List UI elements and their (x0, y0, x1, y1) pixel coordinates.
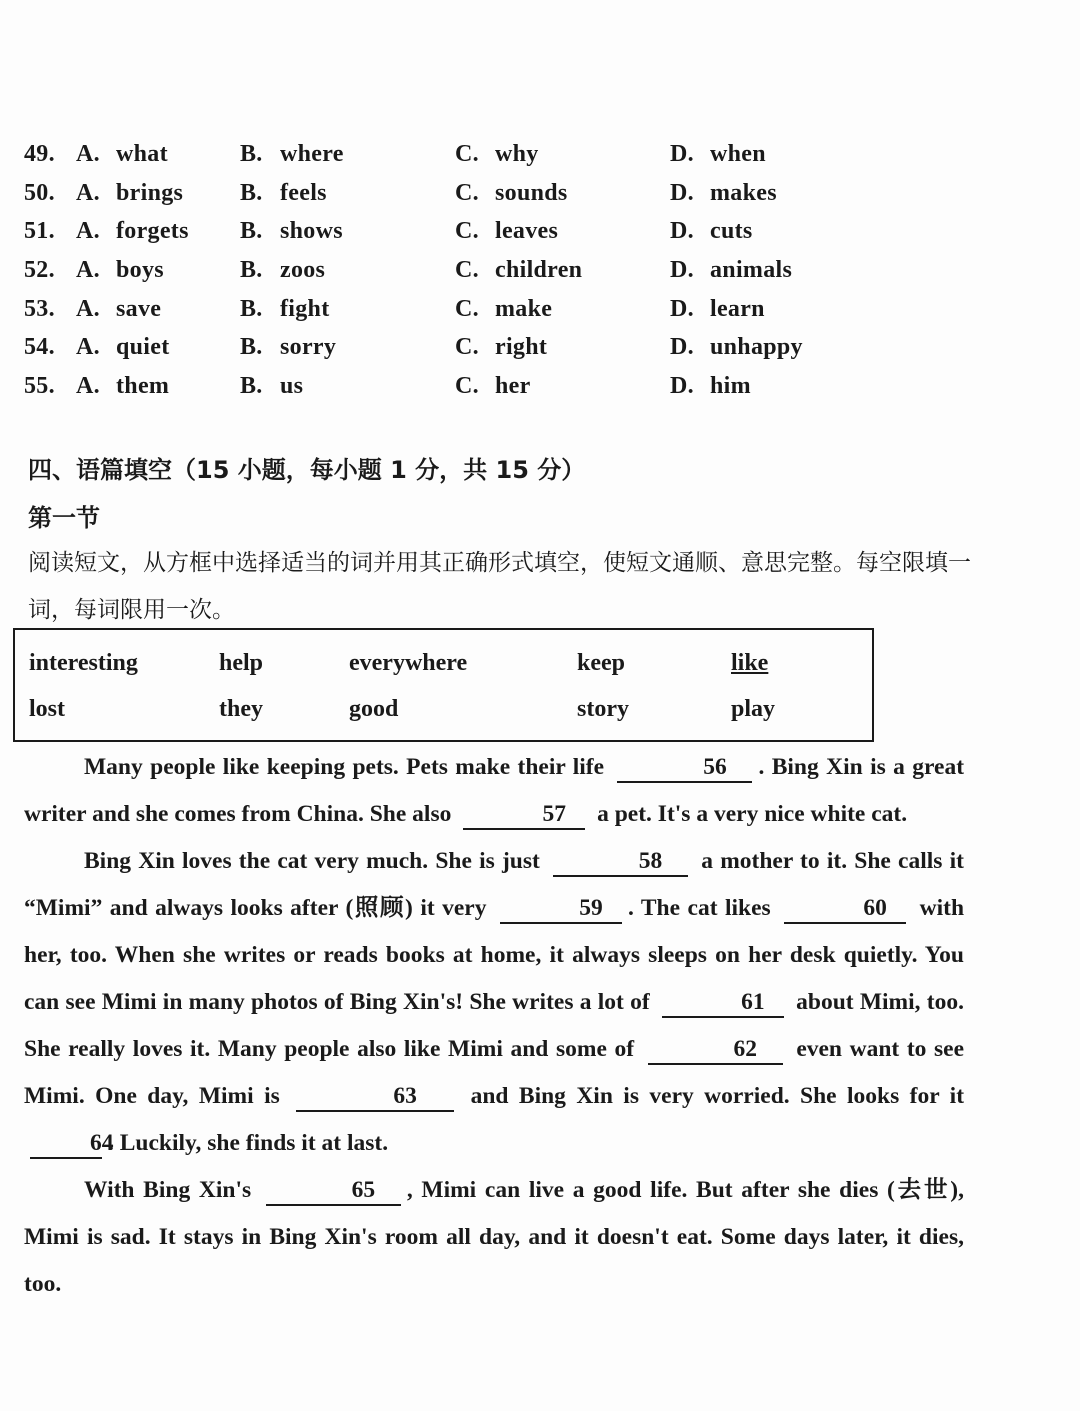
option-c: C. make (455, 295, 553, 322)
word-option: lost (29, 696, 65, 722)
option-b: B. where (240, 141, 344, 167)
paragraph-1: Many people like keeping pets. Pets make their life 56 . Bing Xin is a great writer and she comes from China. She also 57 a pet. It's a very nice white cat. (24, 744, 964, 838)
blank-58[interactable]: 58 (553, 847, 688, 877)
option-a: A. brings (76, 179, 184, 206)
option-a: A. them (76, 373, 170, 400)
option-b: B. fight (240, 295, 330, 322)
option-c: C. her (455, 373, 531, 400)
question-number: 51. (24, 218, 55, 245)
option-d: D. makes (670, 179, 777, 206)
word-option: like (731, 650, 769, 676)
blank-61[interactable]: 61 (662, 988, 784, 1018)
option-b: B. sorry (240, 334, 337, 361)
paragraph-2: Bing Xin loves the cat very much. She is just 58 a mother to it. She calls it “Mimi” and always looks after (照顾) it very 59 . The cat likes 60 with her, too. When she writes or reads books at home, it always sleeps on her desk quietly. You can see Mimi in many photos of Bing Xin's! She writes a lot of 61 about Mimi, too. She really loves it. Many people also like Mimi and some of 62 even want to see Mimi. One day, Mimi is 63 and Bing Xin is very worried. She looks for it 64. Luckily, she finds it at last. (24, 838, 964, 1167)
blank-60[interactable]: 60 (784, 894, 906, 924)
word-option: help (219, 650, 264, 676)
option-d: D. when (670, 141, 766, 167)
multiple-choice-options (24, 135, 884, 406)
blank-65[interactable]: 65 (266, 1176, 401, 1206)
option-d: D. cuts (670, 218, 753, 245)
choice-row-55 (24, 367, 884, 406)
choice-row-50 (24, 174, 884, 213)
instructions: 阅读短文，从方框中选择适当的词并用其正确形式填空，使短文通顺、意思完整。每空限填一词，每词限用一次。 (28, 550, 971, 623)
option-c: C. children (455, 257, 583, 284)
blank-59[interactable]: 59 (500, 894, 622, 924)
paragraph-3: With Bing Xin's 65 , Mimi can live a good life. But after she dies (去世), Mimi is sad. It stays in Bing Xin's room all day, and it doesn't eat. Some days later, it dies, too. (24, 1177, 964, 1297)
question-number: 55. (24, 373, 55, 400)
option-d: D. learn (670, 295, 765, 322)
word-option: they (219, 696, 263, 722)
option-c: C. sounds (455, 179, 568, 206)
option-d: D. unhappy (670, 334, 803, 361)
question-number: 52. (24, 257, 55, 284)
word-box (13, 628, 874, 742)
option-c: C. right (455, 334, 548, 361)
option-b: B. zoos (240, 257, 326, 284)
blank-63[interactable]: 63 (296, 1082, 454, 1112)
option-b: B. shows (240, 218, 343, 245)
question-number: 54. (24, 334, 55, 361)
passage (24, 744, 964, 1308)
option-a: A. what (76, 141, 168, 167)
choice-row-49 (24, 135, 884, 174)
option-b: B. feels (240, 179, 327, 206)
word-option: good (349, 696, 399, 722)
blank-56[interactable]: 56 (617, 753, 752, 783)
option-c: C. why (455, 141, 539, 167)
section-subtitle: 第一节 (28, 504, 100, 532)
option-b: B. us (240, 373, 304, 400)
option-a: A. save (76, 295, 162, 322)
word-option: keep (577, 650, 625, 676)
blank-62[interactable]: 62 (648, 1035, 783, 1065)
option-d: D. animals (670, 257, 793, 284)
word-option: everywhere (349, 650, 468, 676)
blank-64[interactable]: 64 (30, 1129, 102, 1159)
word-option: play (731, 696, 776, 722)
option-c: C. leaves (455, 218, 559, 245)
choice-row-52 (24, 251, 884, 290)
choice-row-51 (24, 212, 884, 251)
section-title: 四、语篇填空（15 小题，每小题 1 分，共 15 分） (28, 456, 586, 484)
choice-row-53 (24, 290, 884, 329)
word-option: interesting (29, 650, 138, 676)
option-a: A. quiet (76, 334, 170, 361)
question-number: 53. (24, 295, 55, 322)
option-a: A. forgets (76, 218, 189, 245)
blank-57[interactable]: 57 (463, 800, 585, 830)
question-number: 50. (24, 179, 55, 206)
option-a: A. boys (76, 257, 164, 284)
question-number: 49. (24, 141, 55, 167)
choice-row-54 (24, 328, 884, 367)
word-option: story (577, 696, 629, 722)
option-d: D. him (670, 373, 751, 400)
